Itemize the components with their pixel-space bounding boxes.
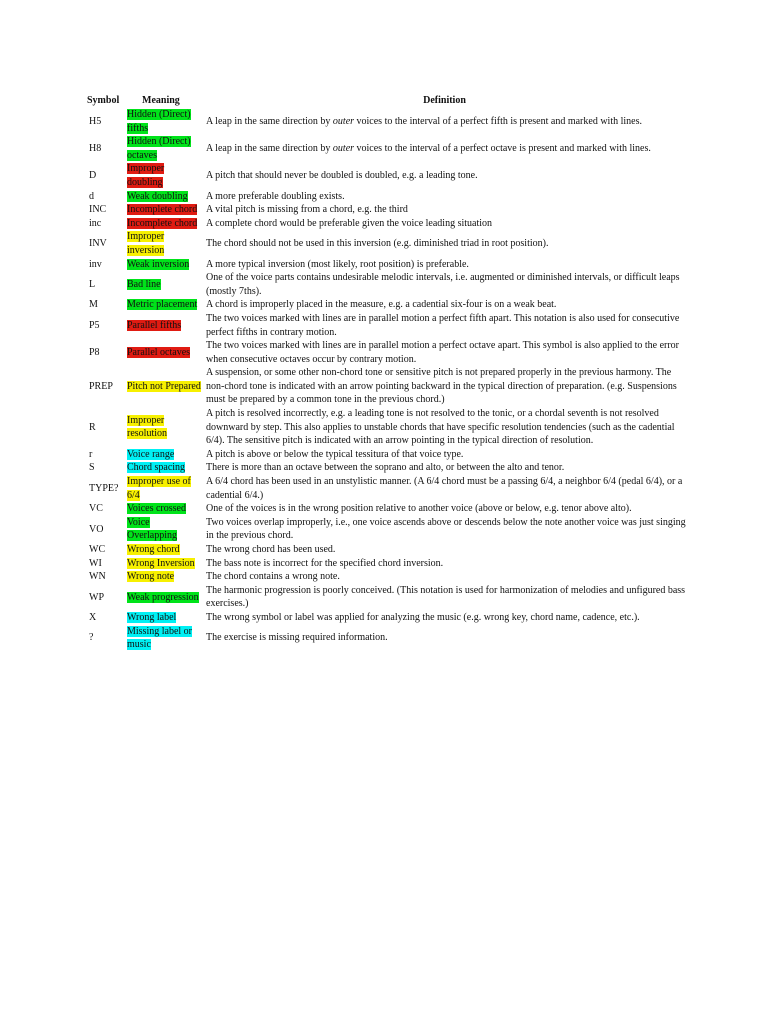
header-meaning: Meaning	[142, 95, 180, 106]
header-symbol: Symbol	[87, 95, 120, 106]
table-row	[87, 448, 687, 462]
row-meaning-cell	[127, 217, 202, 231]
row-meaning-cell	[127, 230, 202, 257]
meaning-highlight: Weak doubling	[127, 190, 188, 202]
row-definition	[202, 258, 687, 272]
meaning-highlight: Parallel fifths	[127, 319, 182, 331]
row-symbol: WN	[89, 571, 106, 583]
definition-text: The bass note is incorrect for the specified chord inversion.	[206, 557, 444, 569]
definition-emphasis: outer	[332, 142, 355, 154]
table-row	[87, 298, 687, 312]
row-symbol: WC	[89, 544, 106, 555]
table-row	[87, 339, 687, 366]
row-symbol: TYPE?	[89, 482, 119, 494]
definition-text: A chord is improperly placed in the measure, e.g. a cadential six-four is on a weak beat.	[206, 299, 557, 311]
definition-text: The wrong symbol or label was applied for analyzing the music (e.g. wrong key, chord name, cadence, etc.).	[206, 611, 640, 623]
meaning-highlight: Missing label or music	[127, 625, 192, 651]
definition-text: A 6/4 chord has been used in an unstylistic manner. (A 6/4 chord must be a passing 6/4, a neighbor 6/4 (pedal 6/4), or a cadential 6/4.)	[206, 476, 683, 501]
row-symbol: VO	[89, 523, 104, 535]
meaning-highlight: Voices crossed	[127, 503, 186, 515]
row-meaning-cell	[127, 339, 202, 366]
meaning-highlight: Weak progression	[127, 591, 199, 603]
table-row	[87, 366, 687, 407]
row-symbol: inc	[89, 217, 102, 229]
row-definition	[202, 557, 687, 571]
definition-text: A complete chord would be preferable given the voice leading situation	[206, 217, 493, 229]
meaning-highlight: Bad line	[127, 278, 161, 290]
row-definition	[202, 162, 687, 189]
row-meaning-cell	[127, 611, 202, 625]
table-row	[87, 475, 687, 502]
definition-text: One of the voices is in the wrong position relative to another voice (above or below, e.g. tenor above alto).	[206, 503, 632, 515]
definition-text: A vital pitch is missing from a chord, e.g. the third	[206, 204, 408, 216]
row-symbol: INV	[89, 238, 107, 250]
row-meaning-cell	[127, 516, 202, 543]
row-meaning-cell	[127, 557, 202, 571]
meaning-highlight: Incomplete chord	[127, 217, 198, 229]
meaning-highlight: Wrong label	[127, 611, 177, 623]
definition-text: A pitch is resolved incorrectly, e.g. a leading tone is not resolved to the tonic, or a chordal seventh is not resolved downward by step. This also applies to unstable chords that have specific resolution tendencies (such as the cadential 6/4). The sensitive pitch is indicated with an arrow pointing in the typical direction of resolution.	[206, 408, 675, 447]
table-row	[87, 611, 687, 625]
row-definition	[202, 230, 687, 257]
meaning-highlight: Chord spacing	[127, 462, 186, 474]
definition-text: The chord contains a wrong note.	[206, 571, 340, 583]
row-definition	[202, 190, 687, 204]
definition-emphasis: outer	[332, 115, 355, 127]
row-meaning-cell	[127, 570, 202, 584]
definition-text: A suspension, or some other non-chord tone or sensitive pitch is not prepared properly in the previous harmony. The non-chord tone is indicated with an arrow pointing backward in the typical direction of preparation. (e.g. Suspensions must be prepared by a common tone in the previous chord.)	[206, 367, 677, 406]
row-definition	[202, 475, 687, 502]
definition-text: There is more than an octave between the soprano and alto, or between the alto and tenor.	[206, 462, 565, 474]
meaning-highlight: Weak inversion	[127, 258, 190, 270]
row-meaning-cell	[127, 162, 202, 189]
table-row	[87, 258, 687, 272]
table-row	[87, 543, 687, 557]
definition-text-continued: voices to the interval of a perfect octave is present and marked with lines.	[354, 142, 651, 154]
row-definition	[202, 461, 687, 475]
error-symbol-table	[87, 94, 687, 652]
definition-text: Two voices overlap improperly, i.e., one voice ascends above or descends below the note another voice was just singing in the previous chord.	[206, 516, 686, 542]
row-definition	[202, 584, 687, 611]
row-definition	[202, 407, 687, 448]
row-symbol: R	[89, 421, 96, 433]
table-header-row	[87, 94, 687, 108]
table-row	[87, 108, 687, 135]
definition-text: A more preferable doubling exists.	[206, 190, 345, 202]
row-meaning-cell	[127, 271, 202, 298]
error-symbol-table-page	[87, 94, 687, 652]
table-row	[87, 570, 687, 584]
row-meaning-cell	[127, 190, 202, 204]
row-meaning-cell	[127, 461, 202, 475]
row-definition	[202, 108, 687, 135]
row-symbol: r	[89, 448, 93, 460]
row-definition	[202, 625, 687, 652]
table-row	[87, 516, 687, 543]
row-meaning-cell	[127, 298, 202, 312]
table-row	[87, 230, 687, 257]
row-definition	[202, 271, 687, 298]
row-definition	[202, 516, 687, 543]
table-row	[87, 557, 687, 571]
definition-text: The harmonic progression is poorly conceived. (This notation is used for harmonization of melodies and unfigured bass exercises.)	[206, 584, 686, 610]
table-row	[87, 203, 687, 217]
table-row	[87, 312, 687, 339]
row-definition	[202, 448, 687, 462]
table-row	[87, 271, 687, 298]
table-row	[87, 135, 687, 162]
row-symbol: inv	[89, 258, 102, 270]
row-definition	[202, 543, 687, 557]
meaning-highlight: Improper inversion	[127, 231, 165, 256]
table-row	[87, 162, 687, 189]
meaning-highlight: Parallel octaves	[127, 346, 191, 358]
row-symbol: D	[89, 170, 97, 182]
row-meaning-cell	[127, 203, 202, 217]
row-definition	[202, 611, 687, 625]
table-row	[87, 217, 687, 231]
row-meaning-cell	[127, 108, 202, 135]
row-meaning-cell	[127, 475, 202, 502]
row-symbol: ?	[89, 632, 94, 644]
definition-text: The two voices marked with lines are in parallel motion a perfect octave apart. This symbol is also applied to the error when consecutive octaves occur by contrary motion.	[206, 340, 679, 365]
row-symbol: X	[89, 611, 97, 623]
meaning-highlight: Pitch not Prepared	[127, 380, 201, 392]
row-definition	[202, 135, 687, 162]
table-row	[87, 190, 687, 204]
row-symbol: VC	[89, 503, 103, 515]
row-definition	[202, 366, 687, 407]
table-row	[87, 502, 687, 516]
row-definition	[202, 339, 687, 366]
meaning-highlight: Wrong chord	[127, 544, 180, 555]
definition-text-continued: voices to the interval of a perfect fifth is present and marked with lines.	[354, 115, 642, 127]
definition-text: One of the voice parts contains undesirable melodic intervals, i.e. augmented or diminished intervals, or difficult leaps (mostly 7ths).	[206, 272, 680, 297]
row-definition	[202, 502, 687, 516]
meaning-highlight: Improper resolution	[127, 414, 167, 440]
row-symbol: L	[89, 278, 96, 290]
row-symbol: P8	[89, 346, 100, 358]
meaning-highlight: Hidden (Direct) fifths	[127, 109, 191, 134]
row-meaning-cell	[127, 448, 202, 462]
definition-text: The chord should not be used in this inversion (e.g. diminished triad in root position).	[206, 238, 549, 250]
definition-text: The wrong chord has been used.	[206, 544, 336, 555]
meaning-highlight: Voice range	[127, 448, 175, 460]
row-symbol: H8	[89, 142, 102, 154]
definition-text: A leap in the same direction by	[206, 115, 333, 127]
row-symbol: d	[89, 190, 94, 202]
row-meaning-cell	[127, 625, 202, 652]
definition-text: The two voices marked with lines are in parallel motion a perfect fifth apart. This notation is also used for consecutive perfect fifths in contrary motion.	[206, 312, 680, 338]
row-meaning-cell	[127, 543, 202, 557]
table-row	[87, 584, 687, 611]
row-definition	[202, 298, 687, 312]
definition-text: A more typical inversion (most likely, root position) is preferable.	[206, 258, 469, 270]
definition-text: A pitch that should never be doubled is doubled, e.g. a leading tone.	[206, 170, 478, 182]
row-symbol: INC	[89, 204, 107, 216]
meaning-highlight: Wrong Inversion	[127, 557, 195, 569]
meaning-highlight: Wrong note	[127, 571, 175, 583]
row-symbol: WI	[89, 557, 102, 569]
definition-text: The exercise is missing required information.	[206, 632, 388, 644]
row-meaning-cell	[127, 366, 202, 407]
meaning-highlight: Improper use of 6/4	[127, 476, 191, 501]
row-symbol: WP	[89, 591, 104, 603]
row-meaning-cell	[127, 584, 202, 611]
table-body	[87, 108, 687, 652]
meaning-highlight: Voice Overlapping	[127, 516, 177, 542]
row-meaning-cell	[127, 135, 202, 162]
row-definition	[202, 203, 687, 217]
row-symbol: S	[89, 462, 95, 474]
definition-text: A pitch is above or below the typical tessitura of that voice type.	[206, 448, 464, 460]
table-row	[87, 625, 687, 652]
meaning-highlight: Incomplete chord	[127, 204, 198, 216]
table-row	[87, 407, 687, 448]
table-row	[87, 461, 687, 475]
meaning-highlight: Improper doubling	[127, 163, 165, 188]
definition-text: A leap in the same direction by	[206, 142, 333, 154]
row-meaning-cell	[127, 407, 202, 448]
row-meaning-cell	[127, 258, 202, 272]
row-definition	[202, 570, 687, 584]
row-symbol: M	[89, 299, 98, 311]
header-definition: Definition	[423, 95, 466, 106]
meaning-highlight: Hidden (Direct) octaves	[127, 136, 191, 161]
meaning-highlight: Metric placement	[127, 299, 198, 311]
row-meaning-cell	[127, 312, 202, 339]
row-symbol: PREP	[89, 380, 113, 392]
row-symbol: H5	[89, 115, 102, 127]
row-meaning-cell	[127, 502, 202, 516]
row-definition	[202, 217, 687, 231]
row-definition	[202, 312, 687, 339]
row-symbol: P5	[89, 319, 100, 331]
